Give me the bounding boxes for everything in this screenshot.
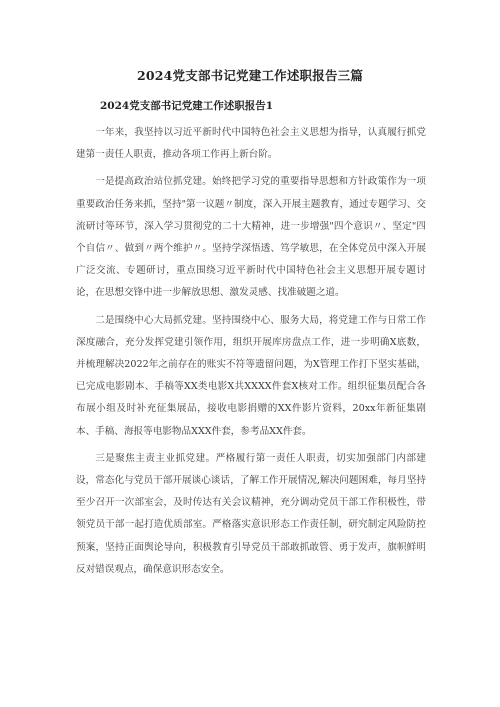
- paragraph-central-tasks: 二是围绕中心大局抓党建。坚持围绕中心、服务大局，将党建工作与日常工作深度融合，充分发挥党建引领作用，组织开展库房盘点工作，进一步明确X底数，并梳理解决2022年之前存在的账实不符等遗留问题，为X管理工作打下坚实基础，已完成电影剧本、手稿等XX类电影X共XXXX件套X核对工作。组织征集员配合各布展小组及时补充征集展品，接收电影捐赠的XX件影片资料，20xx年新征集剧本、手稿、海报等电影物品XXX件套，参考品XX件套。: [76, 314, 426, 437]
- paragraph-main-responsibilities: 三是聚焦主责主业抓党建。严格履行第一责任人职责，切实加强部门内部建设，常态化与党员干部开展谈心谈话，了解工作开展情况,解决问题困难，每月坚持至少召开一次部室会，及时传达有关会议精神，充分调动党员干部工作积极性，带领党员干部一起打造优质部室。严格落实意识形态工作责任制，研究制定风险防控预案，坚持正面舆论导向，积极教育引导党员干部敢抓敢管、勇于发声，旗帜鲜明反对错误观点，确保意识形态安全。: [76, 452, 426, 575]
- document-title: 2024党支部书记党建工作述职报告三篇: [136, 68, 364, 83]
- paragraph-political-stance: 一是提高政治站位抓党建。始终把学习党的重要指导思想和方针政策作为一项重要政治任务来抓，坚持"第一议题〃制度，深入开展主题教育，通过专题学习、交流研讨等环节，深入学习贯彻党的二十大精神，进一步增强"四个意识〃、坚定"四个自信〃、做到〃两个维护〃。坚持学深悟透、笃学敏思，在全体党员中深入开展广泛交流、专题研讨，重点围绕习近平新时代中国特色社会主义思想开展专题讨论，在思想交锋中进一步解放思想、激发灵感、找准破题之道。: [76, 176, 426, 299]
- document-body: [76, 122, 426, 581]
- paragraph-intro: 一年来，我坚持以习近平新时代中国特色社会主义思想为指导，认真履行抓党建第一责任人职责，推动各项工作再上新台阶。: [76, 127, 426, 161]
- report-subtitle: 2024党支部书记党建工作述职报告1: [100, 100, 274, 112]
